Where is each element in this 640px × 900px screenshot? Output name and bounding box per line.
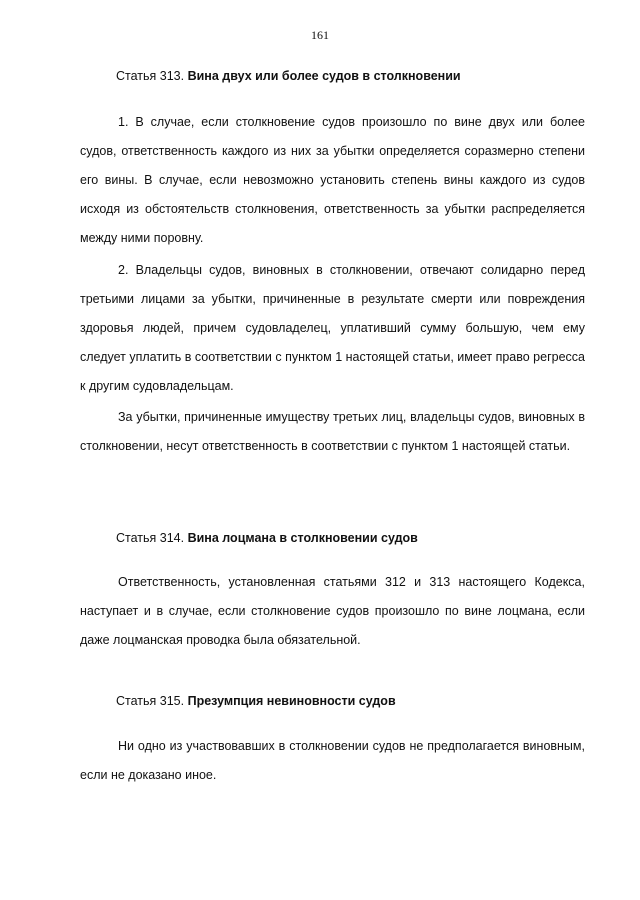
article-314-number: Статья 314.: [116, 531, 185, 545]
article-315-number: Статья 315.: [116, 694, 185, 708]
article-313-paragraph-1: 1. В случае, если столкновение судов произошло по вине двух или более судов, ответственность каждого из них за убытки определяется соразмерно степени его вины. В случае, если невозможно установить степень вины каждого из судов исходя из обстоятельств столкновения, ответственность за убытки распределяется между ними поровну.: [80, 115, 585, 245]
article-313-paragraph-2: 2. Владельцы судов, виновных в столкновении, отвечают солидарно перед третьими лицами за убытки, причиненные в результате смерти или повреждения здоровья людей, причем судовладелец, уплативший сумму большую, чем ему следует уплатить в соответствии с пунктом 1 настоящей статьи, имеет право регресса к другим судовладельцам.: [80, 263, 585, 393]
article-313-number: Статья 313.: [116, 69, 185, 83]
article-315-heading: [116, 693, 396, 709]
article-313-title: Вина двух или более судов в столкновении: [187, 69, 461, 83]
article-314-paragraph-1: Ответственность, установленная статьями 312 и 313 настоящего Кодекса, наступает и в случае, если столкновение судов произошло по вине лоцмана, если даже лоцманская проводка была обязательной.: [80, 575, 585, 647]
article-313-paragraph-3: За убытки, причиненные имуществу третьих лиц, владельцы судов, виновных в столкновении, несут ответственность в соответствии с пунктом 1 настоящей статьи.: [80, 410, 585, 453]
article-314-title: Вина лоцмана в столкновении судов: [187, 531, 418, 545]
page-number: 161: [311, 28, 329, 42]
article-315-title: Презумпция невиновности судов: [187, 694, 396, 708]
article-315-paragraph-1: Ни одно из участвовавших в столкновении судов не предполагается виновным, если не доказано иное.: [80, 739, 585, 782]
article-314-heading: [116, 530, 418, 546]
article-313-heading: [116, 68, 461, 84]
